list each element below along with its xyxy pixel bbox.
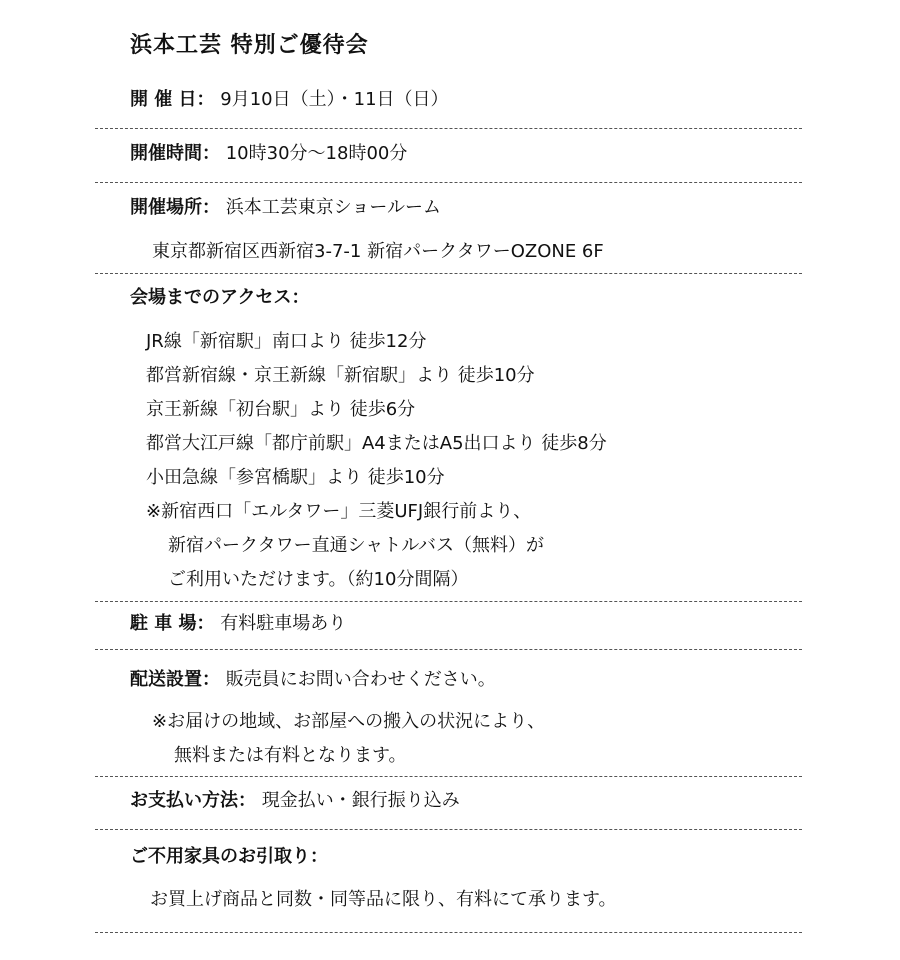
date-value: 9月10日（土）・11日（日） [220,89,449,110]
parking-value: 有料駐車場あり [220,613,347,634]
access-line: 都営大江戸線「都庁前駅」A4またはA5出口より 徒歩8分 [146,433,607,454]
access-line: 京王新線「初台駅」より 徒歩6分 [146,399,416,420]
venue-value: 浜本工芸東京ショールーム [225,197,442,218]
delivery-row [130,668,496,692]
pickup-label: ご不用家具のお引取り： [130,846,328,867]
divider [95,932,802,933]
payment-label: お支払い方法： [130,790,256,811]
time-value: 10時30分〜18時00分 [225,143,408,164]
access-line: 小田急線「参宮橋駅」より 徒歩10分 [146,467,445,488]
date-row [130,88,449,112]
pickup-row [130,845,328,869]
divider [95,776,802,777]
venue-row [130,196,441,220]
divider [95,182,802,183]
delivery-note: 無料または有料となります。 [174,745,407,766]
time-label: 開催時間： [130,143,220,164]
access-line: 都営新宿線・京王新線「新宿駅」より 徒歩10分 [146,365,535,386]
payment-row [130,789,460,813]
time-row [130,142,407,166]
access-line: JR線「新宿駅」南口より 徒歩12分 [146,331,427,352]
date-label: 開 催 日： [130,89,215,110]
access-note: ご利用いただけます。（約10分間隔） [168,569,469,590]
parking-row [130,612,346,636]
divider [95,649,802,650]
divider [95,829,802,830]
delivery-value: 販売員にお問い合わせください。 [225,669,496,690]
divider [95,128,802,129]
venue-address: 東京都新宿区西新宿3-7-1 新宿パークタワーOZONE 6F [152,241,604,262]
access-row [130,286,309,310]
access-note: 新宿パークタワー直通シャトルバス（無料）が [168,535,545,556]
access-label: 会場までのアクセス： [130,287,310,308]
access-note: ※新宿西口「エルタワー」三菱UFJ銀行前より、 [146,501,532,522]
divider [95,601,802,602]
delivery-label: 配送設置： [130,669,220,690]
delivery-note: ※お届けの地域、お部屋への搬入の状況により、 [152,711,546,732]
divider [95,273,802,274]
payment-value: 現金払い・銀行振り込み [261,790,460,811]
pickup-value: お買上げ商品と同数・同等品に限り、有料にて承ります。 [150,889,617,910]
document-title: 浜本工芸 特別ご優待会 [130,33,369,58]
venue-label: 開催場所： [130,197,220,218]
parking-label: 駐 車 場： [130,613,215,634]
